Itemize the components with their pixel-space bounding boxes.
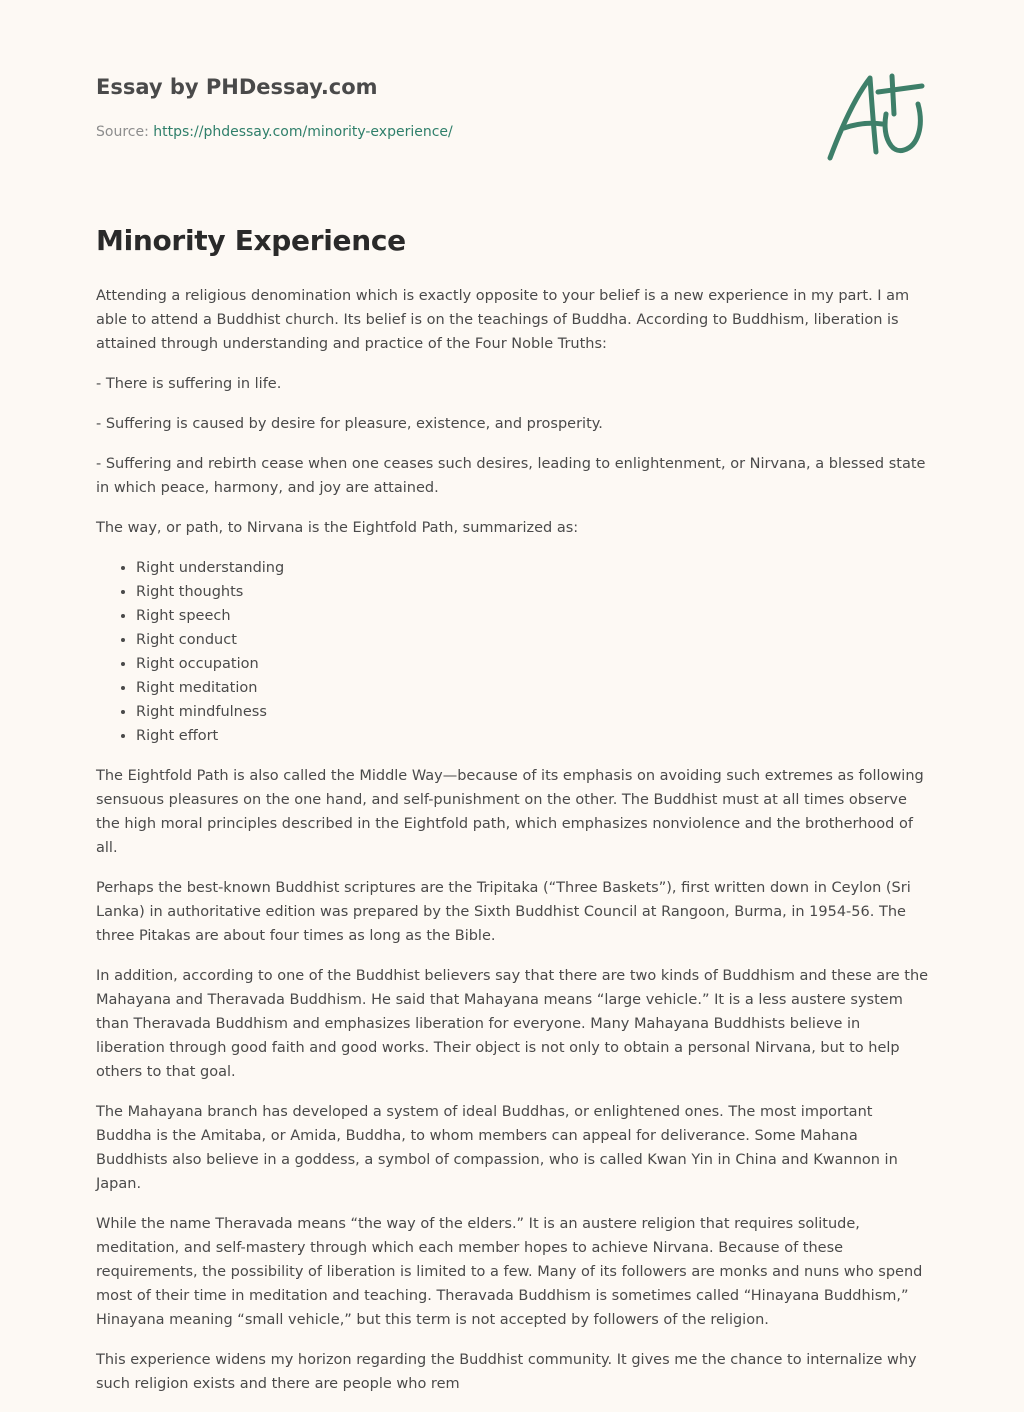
list-item: • Right understanding — [136, 556, 929, 580]
a-plus-logo-icon — [824, 66, 928, 166]
list-item: • Right meditation — [136, 676, 929, 700]
list-item: • Right mindfulness — [136, 700, 929, 724]
paragraph: - Suffering and rebirth cease when one ceases such desires, leading to enlightenment, or Nirvana, a blessed state in which peace, harmony, and joy are attained. — [96, 456, 926, 496]
paragraph: The Mahayana branch has developed a system of ideal Buddhas, or enlightened ones. The most important Buddha is the Amitaba, or Amida, Buddha, to whom members can appeal for deliverance. Some Mahana Buddhists also believe in a goddess, a symbol of compassion, who is called Kwan Yin in China and Kwannon in Japan. — [96, 1104, 898, 1192]
essay-body — [96, 284, 929, 1412]
source-line — [96, 124, 453, 140]
source-link[interactable]: https://phdessay.com/minority-experience/ — [153, 124, 453, 140]
list-item: • Right occupation — [136, 652, 929, 676]
list-item: • Right conduct — [136, 628, 929, 652]
list-item: • Right effort — [136, 724, 929, 748]
essay-title: Minority Experience — [96, 224, 406, 257]
paragraph: - Suffering is caused by desire for pleasure, existence, and prosperity. — [96, 416, 603, 432]
list-item: • Right speech — [136, 604, 929, 628]
paragraph: While the name Theravada means “the way of the elders.” It is an austere religion that requires solitude, meditation, and self-mastery through which each member hopes to achieve Nirvana. Because of these requirements, the possibility of liberation is limited to a few. Many of its followers are monks and nuns who spend most of their time in meditation and teaching. Theravada Buddhism is sometimes called “Hinayana Buddhism,” Hinayana meaning “small vehicle,” but this term is not accepted by followers of the religion. — [96, 1216, 923, 1328]
paragraph: - There is suffering in life. — [96, 376, 282, 392]
brand-title: Essay by PHDessay.com — [96, 75, 378, 99]
eightfold-path-list — [96, 556, 929, 748]
paragraph: This experience widens my horizon regarding the Buddhist community. It gives me the chance to internalize why such religion exists and there are people who rem — [96, 1352, 917, 1392]
source-label: Source: — [96, 124, 149, 140]
paragraph: In addition, according to one of the Buddhist believers say that there are two kinds of Buddhism and these are the Mahayana and Theravada Buddhism. He said that Mahayana means “large vehicle.” It is a less austere system than Theravada Buddhism and emphasizes liberation for everyone. Many Mahayana Buddhists believe in liberation through good faith and good works. Their object is not only to obtain a personal Nirvana, but to help others to that goal. — [96, 968, 929, 1080]
paragraph: Attending a religious denomination which is exactly opposite to your belief is a new experience in my part. I am able to attend a Buddhist church. Its belief is on the teachings of Buddha. According to Buddhism, liberation is attained through understanding and practice of the Four Noble Truths: — [96, 288, 910, 352]
paragraph: The Eightfold Path is also called the Middle Way—because of its emphasis on avoiding such extremes as following sensuous pleasures on the one hand, and self-punishment on the other. The Buddhist must at all times observe the high moral principles described in the Eightfold path, which emphasizes nonviolence and the brotherhood of all. — [96, 768, 924, 856]
paragraph: The way, or path, to Nirvana is the Eightfold Path, summarized as: — [96, 520, 579, 536]
paragraph: Perhaps the best-known Buddhist scriptures are the Tripitaka (“Three Baskets”), first written down in Ceylon (Sri Lanka) in authoritative edition was prepared by the Sixth Buddhist Council at Rangoon, Burma, in 1954-56. The three Pitakas are about four times as long as the Bible. — [96, 880, 911, 944]
list-item: • Right thoughts — [136, 580, 929, 604]
